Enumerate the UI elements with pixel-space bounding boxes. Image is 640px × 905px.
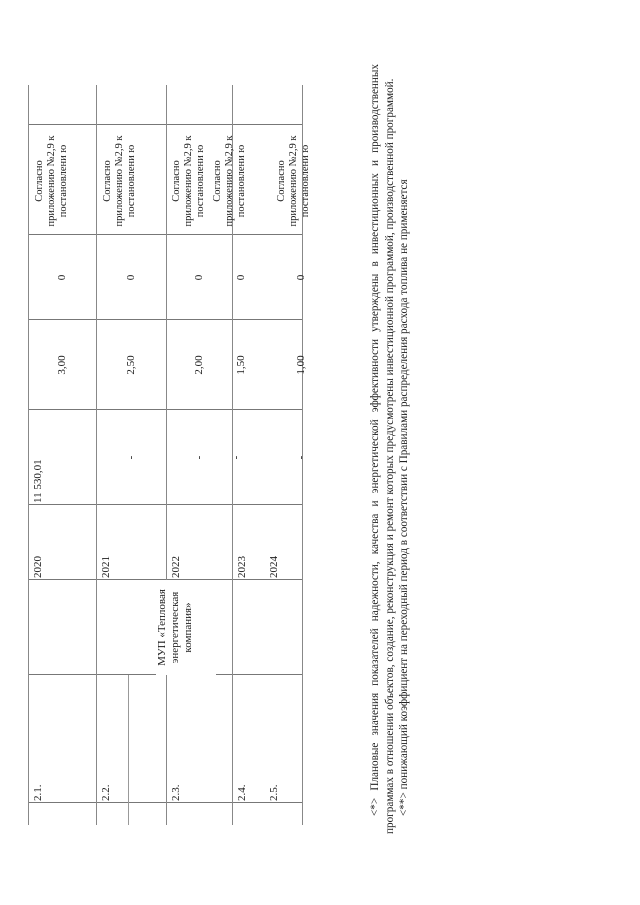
row-loss-pct: 3,00	[56, 355, 68, 375]
row-coef: 0	[193, 274, 205, 281]
row-year: 2024	[268, 556, 280, 578]
row-coef: 0	[125, 274, 137, 281]
table-row	[28, 85, 96, 825]
row-number: 2.1.	[32, 784, 44, 801]
table-row	[264, 85, 311, 825]
row-loss-pct: 1,00	[295, 355, 307, 375]
row-number: 2.2.	[100, 784, 112, 801]
footnote-1: <*> Плановые значения показателей надежности, качества и энергетической эффективности утверждены в инвестиционных и производственных программах в отношении объектов, создание, реконструкция и ремонт которых предусмотрены инвестиционной программой, производственной программой.	[369, 64, 396, 834]
row-note: Согласно приложению №2,9 к постановлени ю	[34, 135, 69, 227]
row-coef: 0	[295, 274, 307, 281]
row-value: -	[295, 455, 307, 460]
table-row	[96, 85, 166, 825]
row-number: 2.4.	[236, 784, 248, 801]
row-year: 2023	[236, 556, 248, 578]
row-note: Согласно приложению №2,9 к постановлени ю	[102, 135, 137, 227]
footnote-2: <**> понижающий коэффициент на переходный период в соответствии с Правилами распределения расхода топлива не применяется	[398, 179, 410, 816]
row-coef: 0	[56, 274, 68, 281]
rotated-table	[28, 85, 311, 825]
row-value: 11 530,01	[32, 459, 44, 503]
row-year: 2020	[32, 556, 44, 578]
row-number: 2.5.	[268, 784, 280, 801]
row-loss-pct: 2,50	[125, 355, 137, 375]
row-coef: 0	[235, 274, 247, 281]
row-note: Согласно приложению №2,9 к постановлени ю	[171, 135, 206, 227]
row-note: Согласно приложению №2,9 к постановлени ю	[212, 135, 247, 227]
row-number: 2.3.	[170, 784, 182, 801]
row-year: 2022	[170, 556, 182, 578]
row-loss-pct: 1,50	[235, 355, 247, 375]
row-loss-pct: 2,00	[193, 355, 205, 375]
row-value: -	[193, 455, 205, 460]
row-note: Согласно приложению №2,9 к постановлени ю	[276, 135, 311, 227]
footnotes	[368, 64, 458, 834]
organization-name: МУП «Тепловая энергетическая компания»	[156, 580, 216, 675]
row-value: -	[230, 455, 242, 460]
row-year: 2021	[100, 556, 112, 578]
row-value: -	[125, 455, 137, 460]
